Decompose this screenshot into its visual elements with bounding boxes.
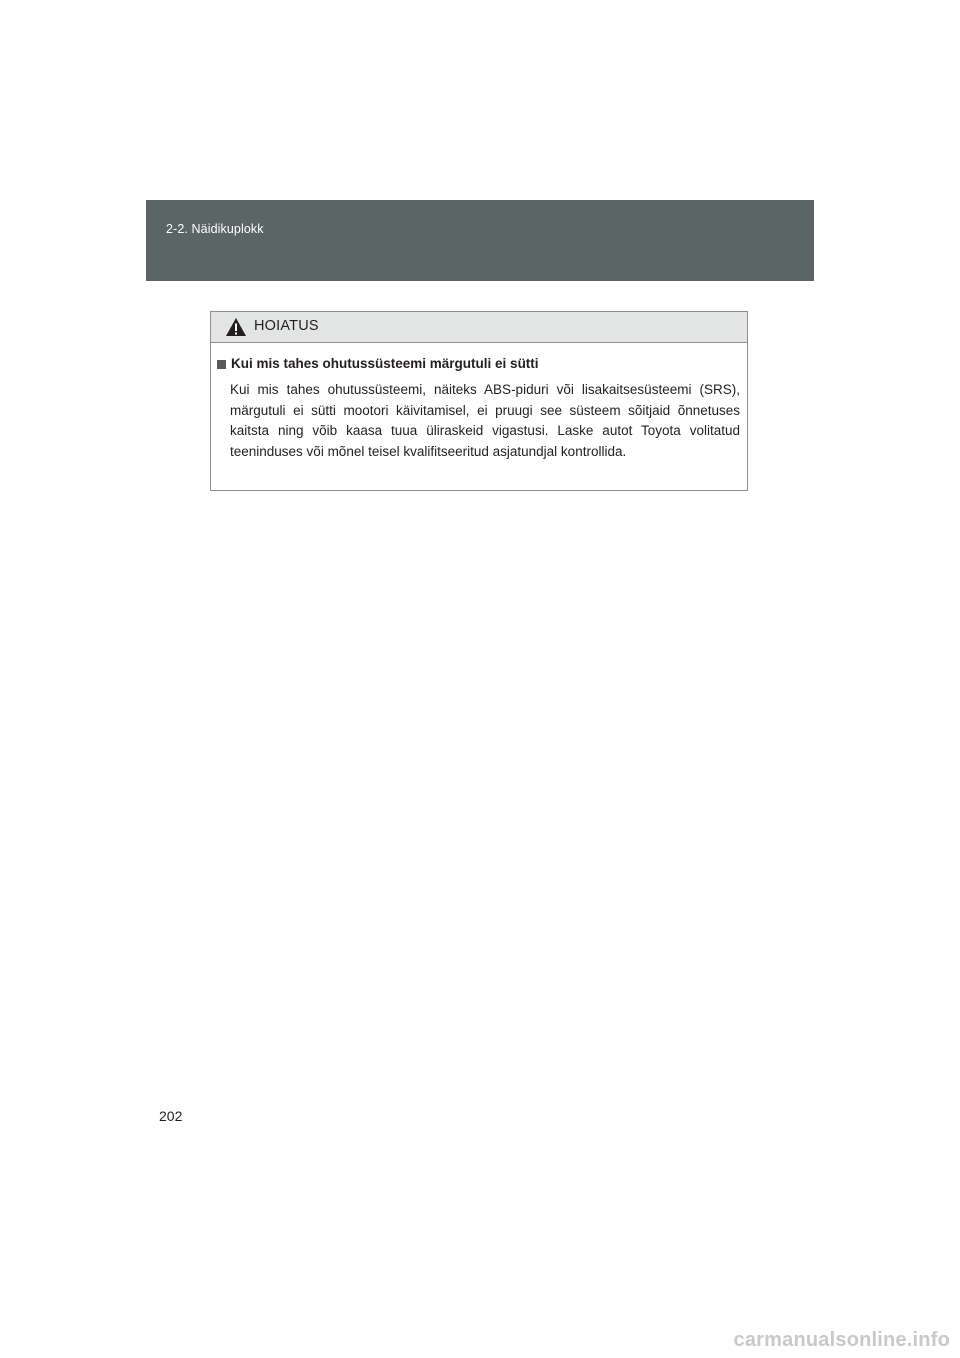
- warning-item-heading-text: Kui mis tahes ohutussüsteemi märgutuli ei sütti: [231, 356, 539, 371]
- page-number: 202: [159, 1108, 183, 1124]
- square-bullet-icon: [217, 360, 226, 369]
- section-label: 2-2. Näidikuplokk: [166, 222, 264, 236]
- warning-box: [210, 311, 748, 491]
- section-header-band: [146, 200, 814, 281]
- warning-header: [211, 312, 747, 343]
- warning-title: HOIATUS: [254, 318, 319, 334]
- warning-triangle-icon: [225, 317, 247, 337]
- warning-body: [211, 343, 747, 462]
- watermark: carmanualsonline.info: [733, 1329, 950, 1351]
- warning-item-text: Kui mis tahes ohutussüsteemi, näiteks ABS-piduri või lisakaitsesüsteemi (SRS), märgutuli ei sütti mootori käivitamisel, ei pruugi see süsteem sõitjaid õnnetuses kaitsta ning võib kaasa tuua üliraskeid vigastusi. Laske autot Toyota volitatud teeninduses või mõnel teisel kvalifitseeritud asjatundjal kontrollida.: [230, 382, 740, 459]
- warning-item-heading: [217, 355, 740, 373]
